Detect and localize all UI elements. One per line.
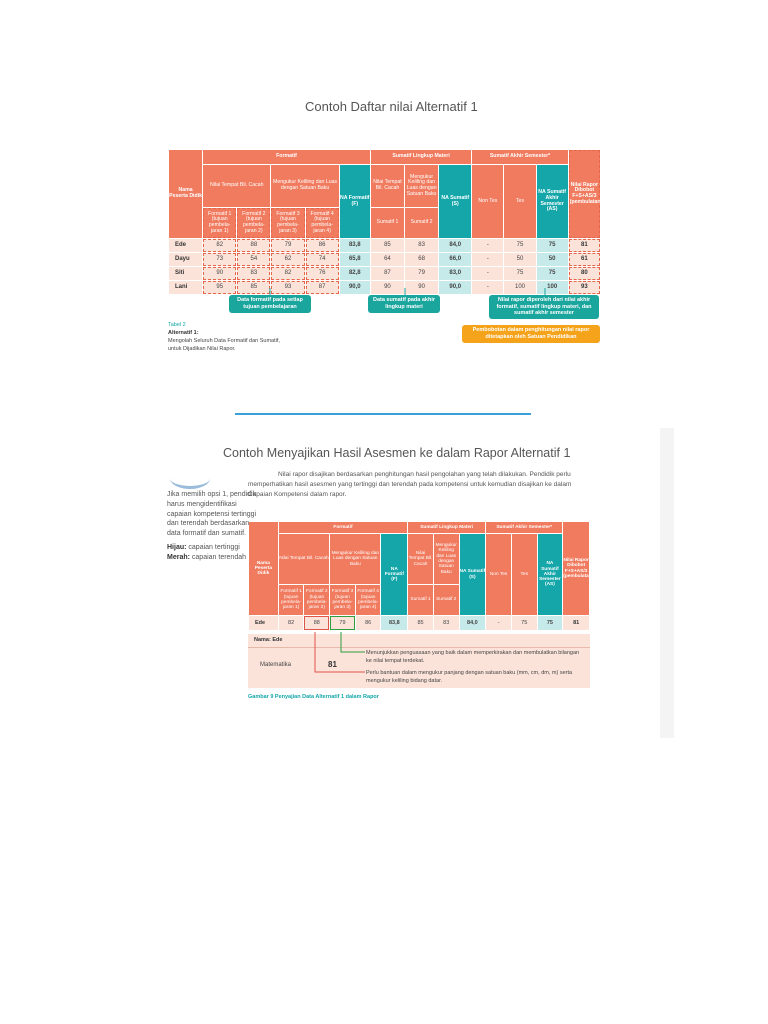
rapor-desc-high: Menunjukkan penguasaan yang baik dalam memperkirakan dan membulatkan bilangan ke nilai tempat terdekat.: [366, 650, 580, 664]
score-cell: 93: [271, 281, 304, 294]
sumatif-nilai-tempat-header: Nilai Tempat Bil. Cacah: [371, 165, 404, 207]
score-cell: 79: [405, 267, 438, 280]
score-cell: 54: [237, 253, 270, 266]
score-cell: 82: [271, 267, 304, 280]
score-cell: 64: [371, 253, 404, 266]
na-formatif-cell: 83,8: [340, 239, 370, 252]
bottom-paragraph: Nilai rapor disajikan berdasarkan penghitungan hasil pengolahan yang telah dilakukan. Pendidik perlu memperhatikan hasil asesmen yang tertinggi dan terendah pada kompetensi untuk kemudian disajikan ke dalam Capaian Kompetensi dalam rapor.: [248, 471, 572, 498]
score-cell-lowest: 88: [304, 616, 329, 630]
na-sas-cell: 50: [537, 253, 568, 266]
score-cell: 83: [237, 267, 270, 280]
rapor-nama: Nama: Ede: [254, 637, 283, 643]
hijau-text: capaian tertinggi: [188, 543, 240, 551]
group-sumatif-lingkup: Sumatif Lingkup Materi: [408, 522, 485, 533]
student-name: Ede: [249, 616, 278, 630]
na-sumatif-header: NA Sumatif (S): [439, 165, 471, 238]
tes-header: Tes: [512, 534, 537, 615]
score-cell: 87: [306, 281, 339, 294]
formatif-nilai-tempat-header: Nilai Tempat Bil. Cacah: [279, 534, 329, 584]
group-sumatif-akhir: Sumatif Akhir Semester*: [472, 150, 567, 164]
na-sas-cell: 100: [537, 281, 568, 294]
merah-text: capaian terendah: [191, 553, 247, 561]
score-cell: 74: [306, 253, 339, 266]
formatif-3-header: Formatif 3 (tujuan pembela-jaran 3): [330, 585, 355, 615]
score-cell: 62: [271, 253, 304, 266]
formatif-3-header: Formatif 3 (tujuan pembela-jaran 3): [271, 208, 304, 238]
bottom-title: Contoh Menyajikan Hasil Asesmen ke dalam Rapor Alternatif 1: [223, 446, 571, 460]
nilai-rapor-header: Nilai Rapor Dibobot F+S+AS/3 (pembulatan): [569, 150, 600, 238]
student-name: Dayu: [169, 253, 202, 266]
score-cell: 82: [279, 616, 304, 630]
tes-cell: 75: [504, 267, 535, 280]
score-cell: 85: [371, 239, 404, 252]
score-cell: 90: [203, 267, 236, 280]
formatif-4-header: Formatif 4 (tujuan pembela-jaran 4): [306, 208, 339, 238]
group-formatif: Formatif: [203, 150, 370, 164]
nilai-rapor-cell: 81: [563, 616, 589, 630]
non-tes-cell: -: [486, 616, 511, 630]
rapor-subject: Matematika: [260, 662, 292, 668]
tes-cell: 100: [504, 281, 535, 294]
nilai-rapor-header: Nilai Rapor Dibobot F+S+AS/3 (pembulatan): [563, 522, 589, 615]
rapor-score: 81: [328, 660, 337, 669]
non-tes-header: Non Tes: [486, 534, 511, 615]
score-cell: 85: [237, 281, 270, 294]
non-tes-cell: -: [472, 267, 503, 280]
na-formatif-cell: 65,8: [340, 253, 370, 266]
score-cell: 76: [306, 267, 339, 280]
formatif-1-header: Formatif 1 (tujuan pembela-jaran 1): [203, 208, 236, 238]
formatif-mengukur-header: Mengukur Keliling dan Luas dengan Satuan Baku: [330, 534, 380, 584]
score-cell: 86: [356, 616, 381, 630]
na-formatif-cell: 83,8: [381, 616, 407, 630]
score-cell: 83: [434, 616, 459, 630]
tes-cell: 75: [504, 239, 535, 252]
caption-label: Tabel 2: [168, 322, 186, 328]
na-formatif-cell: 90,0: [340, 281, 370, 294]
na-sas-cell: 75: [537, 267, 568, 280]
formatif-nilai-tempat-header: Nilai Tempat Bil. Cacah: [203, 165, 270, 207]
formatif-1-header: Formatif 1 (tujuan pembela-jaran 1): [279, 585, 304, 615]
callout-pembobotan: Pembobotan dalam penghitungan nilai rapor ditetapkan oleh Satuan Pendidikan: [462, 325, 600, 343]
score-cell: 68: [405, 253, 438, 266]
sumatif-mengukur-header: Mengukur Keliling dan Luas dengan Satuan Baku: [434, 534, 459, 584]
student-name: Lani: [169, 281, 202, 294]
callout-sumatif: Data sumatif pada akhir lingkup materi: [368, 295, 440, 313]
na-formatif-header: NA Formatif (F): [381, 534, 407, 615]
score-cell: 90: [371, 281, 404, 294]
sumatif-nilai-tempat-header: Nilai Tempat Bil. Cacah: [408, 534, 433, 584]
nilai-rapor-cell: 61: [569, 253, 600, 266]
score-cell: 79: [271, 239, 304, 252]
non-tes-cell: -: [472, 253, 503, 266]
na-sas-cell: 75: [538, 616, 563, 630]
side-note-text: Jika memilih opsi 1, pendidik harus mengidentifikasi capaian kompetensi tertinggi dan terendah berdasarkan data formatif dan sumatif.: [167, 491, 257, 538]
group-sumatif-akhir: Sumatif Akhir Semester*: [486, 522, 562, 533]
score-cell: 73: [203, 253, 236, 266]
na-sumatif-cell: 83,0: [439, 267, 471, 280]
score-cell: 85: [408, 616, 433, 630]
na-formatif-header: NA Formatif (F): [340, 165, 370, 238]
na-sumatif-cell: 84,0: [439, 239, 471, 252]
score-cell: 88: [237, 239, 270, 252]
score-cell: 86: [306, 239, 339, 252]
na-formatif-cell: 82,8: [340, 267, 370, 280]
callout-formatif: Data formatif pada setiap tujuan pembelajaran: [229, 295, 311, 313]
score-cell-highest: 79: [330, 616, 355, 630]
na-sas-cell: 75: [537, 239, 568, 252]
nilai-rapor-cell: 81: [569, 239, 600, 252]
sumatif-2-header: Sumatif 2: [405, 208, 438, 238]
caption-text: Mengolah Seluruh Data Formatif dan Sumatif, untuk Dijadikan Nilai Rapor.: [168, 337, 280, 352]
na-sumatif-cell: 90,0: [439, 281, 471, 294]
non-tes-cell: -: [472, 239, 503, 252]
tes-header: Tes: [504, 165, 535, 238]
score-cell: 82: [203, 239, 236, 252]
score-cell: 95: [203, 281, 236, 294]
na-sumatif-cell: 84,0: [460, 616, 486, 630]
non-tes-cell: -: [472, 281, 503, 294]
score-cell: 90: [405, 281, 438, 294]
group-formatif: Formatif: [279, 522, 407, 533]
na-sas-header: NA Sumatif Akhir Semester (AS): [538, 534, 563, 615]
na-sumatif-header: NA Sumatif (S): [460, 534, 486, 615]
rapor-desc-low: Perlu bantuan dalam mengukur panjang dengan satuan baku (mm, cm, dm, m) serta mengukur keliling bidang datar.: [366, 670, 573, 684]
formatif-2-header: Formatif 2 (tujuan pembela-jaran 2): [237, 208, 270, 238]
col-nama-header: Nama Peserta Didik: [249, 522, 278, 615]
student-name: Siti: [169, 267, 202, 280]
bottom-caption: Gambar 9 Penyajian Data Alternatif 1 dalam Rapor: [248, 694, 379, 700]
col-nama-header: Nama Peserta Didik: [169, 150, 202, 238]
top-title: Contoh Daftar nilai Alternatif 1: [305, 99, 478, 114]
sumatif-mengukur-header: Mengukur Keliling dan Luas dengan Satuan Baku: [405, 165, 438, 207]
student-name: Ede: [169, 239, 202, 252]
non-tes-header: Non Tes: [472, 165, 503, 238]
sumatif-2-header: Sumatif 2: [434, 585, 459, 615]
formatif-4-header: Formatif 4 (tujuan pembela-jaran 4): [356, 585, 381, 615]
caption-title: Alternatif 1:: [168, 329, 199, 336]
group-sumatif-lingkup: Sumatif Lingkup Materi: [371, 150, 471, 164]
sumatif-1-header: Sumatif 1: [408, 585, 433, 615]
na-sumatif-cell: 66,0: [439, 253, 471, 266]
callout-rapor: Nilai rapor diperoleh dari nilai akhir formatif, sumatif lingkup materi, dan sumatif akhir semester: [489, 295, 599, 319]
hijau-label: Hijau:: [167, 543, 187, 551]
score-cell: 83: [405, 239, 438, 252]
nilai-rapor-cell: 93: [569, 281, 600, 294]
sumatif-1-header: Sumatif 1: [371, 208, 404, 238]
tes-cell: 75: [512, 616, 537, 630]
formatif-2-header: Formatif 2 (tujuan pembela-jaran 2): [304, 585, 329, 615]
nilai-rapor-cell: 80: [569, 267, 600, 280]
na-sas-header: NA Sumatif Akhir Semester (AS): [537, 165, 568, 238]
formatif-mengukur-header: Mengukur Keliling dan Luas dengan Satuan Baku: [271, 165, 338, 207]
tes-cell: 50: [504, 253, 535, 266]
score-cell: 87: [371, 267, 404, 280]
merah-label: Merah:: [167, 553, 190, 561]
